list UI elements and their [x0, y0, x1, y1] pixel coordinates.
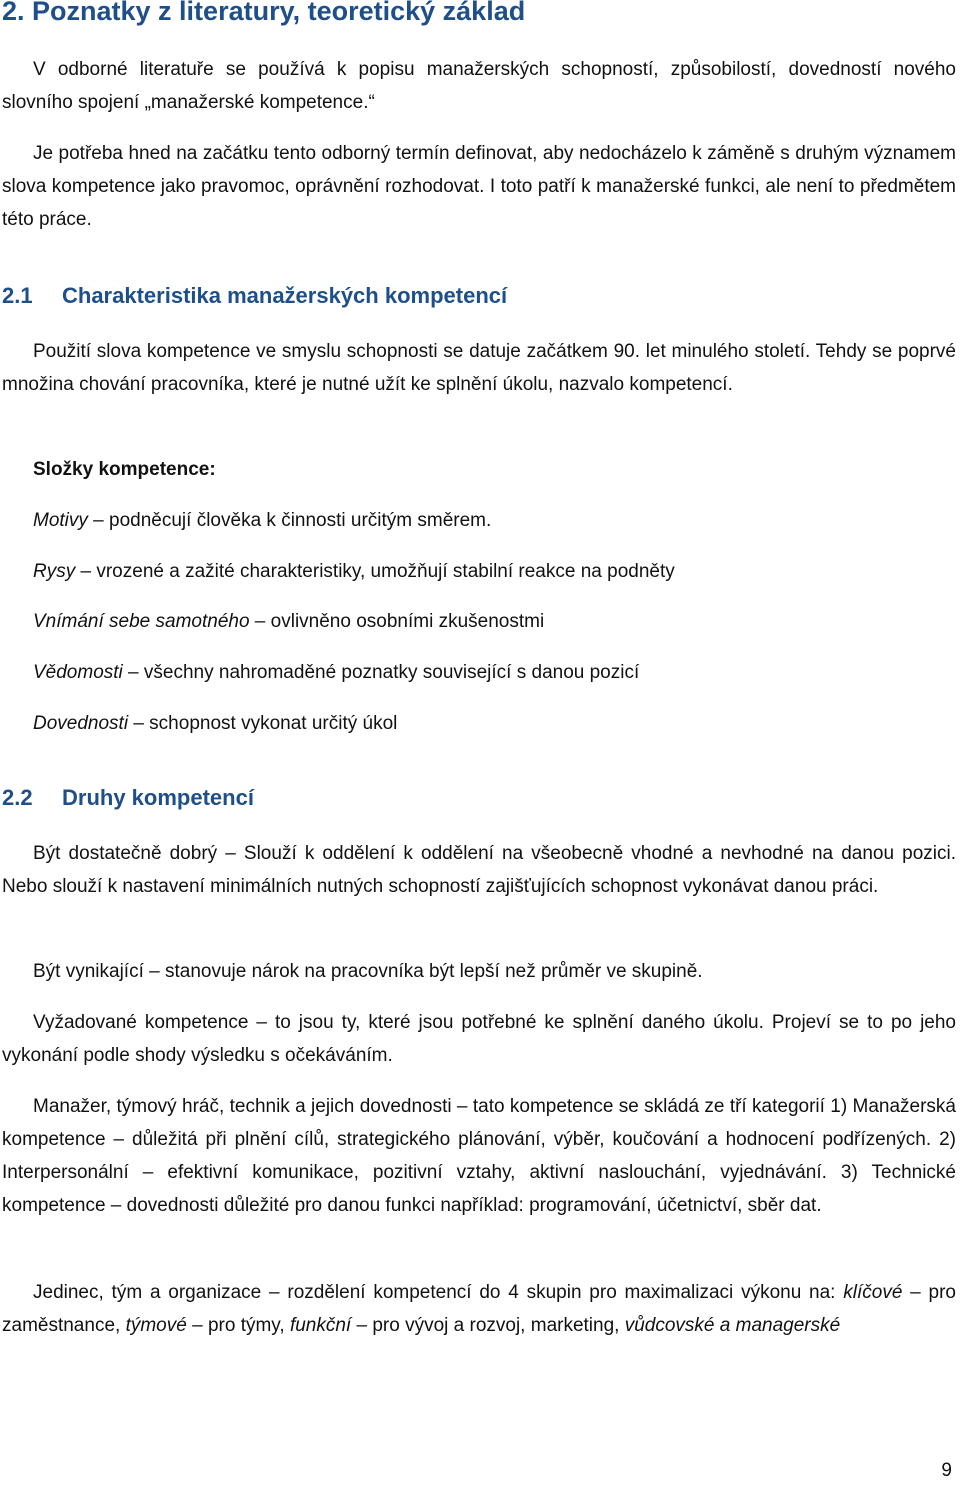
component-term: Vědomosti [33, 662, 123, 683]
group-desc: – pro vývoj a rozvoj, marketing, [351, 1315, 625, 1336]
section-title: Charakteristika manažerských kompetencí [62, 283, 508, 308]
section-heading-2-2 [2, 785, 254, 811]
component-item [33, 555, 675, 588]
component-term: Rysy [33, 561, 76, 582]
intro-paragraph-1: V odborné literatuře se používá k popisu manažerských schopností, způsobilostí, dovedností nového slovního spojení „manažerské kompetence.“ [2, 59, 956, 113]
section-title: Druhy kompetencí [62, 785, 254, 810]
group-desc: – pro týmy, [186, 1315, 290, 1336]
intro-paragraph-2: Je potřeba hned na začátku tento odborný termín definovat, aby nedocházelo k záměně s druhým významem slova kompetence jako pravomoc, oprávnění rozhodovat. I toto patří k manažerské funkci, ale není to předmětem této práce. [2, 143, 956, 230]
component-desc: – schopnost vykonat určitý úkol [128, 713, 398, 734]
component-desc: – vrozené a zažité charakteristiky, umožňují stabilní reakce na podněty [75, 561, 675, 582]
component-term: Dovednosti [33, 713, 129, 734]
page-number: 9 [941, 1460, 952, 1481]
component-desc: – podněcují člověka k činnosti určitým směrem. [87, 510, 492, 531]
section-2-2-paragraph-2: Být vynikající – stanovuje nárok na pracovníka být lepší než průměr ve skupině. [33, 961, 703, 982]
group-term: klíčové [843, 1282, 903, 1303]
component-item [33, 605, 544, 638]
group-term: vůdcovské a managerské [624, 1315, 841, 1336]
component-item [33, 656, 639, 689]
component-term: Motivy [33, 510, 88, 531]
section-2-2-paragraph-5 [2, 1276, 956, 1342]
paragraph-lead: Jedinec, tým a organizace – rozdělení kompetencí do 4 skupin pro maximalizaci výkonu na: [33, 1282, 844, 1303]
component-item [33, 504, 491, 537]
component-desc: – všechny nahromaděné poznatky související s danou pozicí [122, 662, 640, 683]
component-item [33, 707, 397, 740]
section-2-2-paragraph-3: Vyžadované kompetence – to jsou ty, které jsou potřebné ke splnění daného úkolu. Projeví se to po jeho vykonání podle shody výsledku s očekáváním. [2, 1012, 956, 1066]
section-2-2-paragraph-4: Manažer, týmový hráč, technik a jejich dovednosti – tato kompetence se skládá ze tří kategorií 1) Manažerská kompetence – důležitá při plnění cílů, strategického plánování, výběr, koučování a hodnocení podřízených. 2) Interpersonální – efektivní komunikace, pozitivní vztahy, aktivní naslouchání, vyjednávání. 3) Technické kompetence – dovednosti důležité pro danou funkci například: programování, účetnictví, sběr dat. [2, 1096, 956, 1216]
component-term: Vnímání sebe samotného [33, 611, 250, 632]
section-number: 2.1 [2, 283, 33, 308]
group-desc: – pro zaměstnance, [2, 1282, 956, 1336]
group-term: funkční [289, 1315, 352, 1336]
chapter-heading: 2. Poznatky z literatury, teoretický základ [2, 0, 526, 26]
section-heading-2-1 [2, 283, 507, 309]
section-number: 2.2 [2, 785, 33, 810]
section-2-1-paragraph: Použití slova kompetence ve smyslu schopnosti se datuje začátkem 90. let minulého století. Tehdy se poprvé množina chování pracovníka, které je nutné užít ke splnění úkolu, nazvalo kompetencí. [2, 341, 956, 395]
group-term: týmové [125, 1315, 187, 1336]
section-2-2-paragraph-1: Být dostatečně dobrý – Slouží k oddělení k oddělení na všeobecně vhodné a nevhodné na danou pozici. Nebo slouží k nastavení minimálních nutných schopností zajišťujících schopnost vykonávat danou práci. [2, 843, 956, 897]
component-desc: – ovlivněno osobními zkušenostmi [249, 611, 545, 632]
components-title: Složky kompetence: [33, 459, 216, 480]
